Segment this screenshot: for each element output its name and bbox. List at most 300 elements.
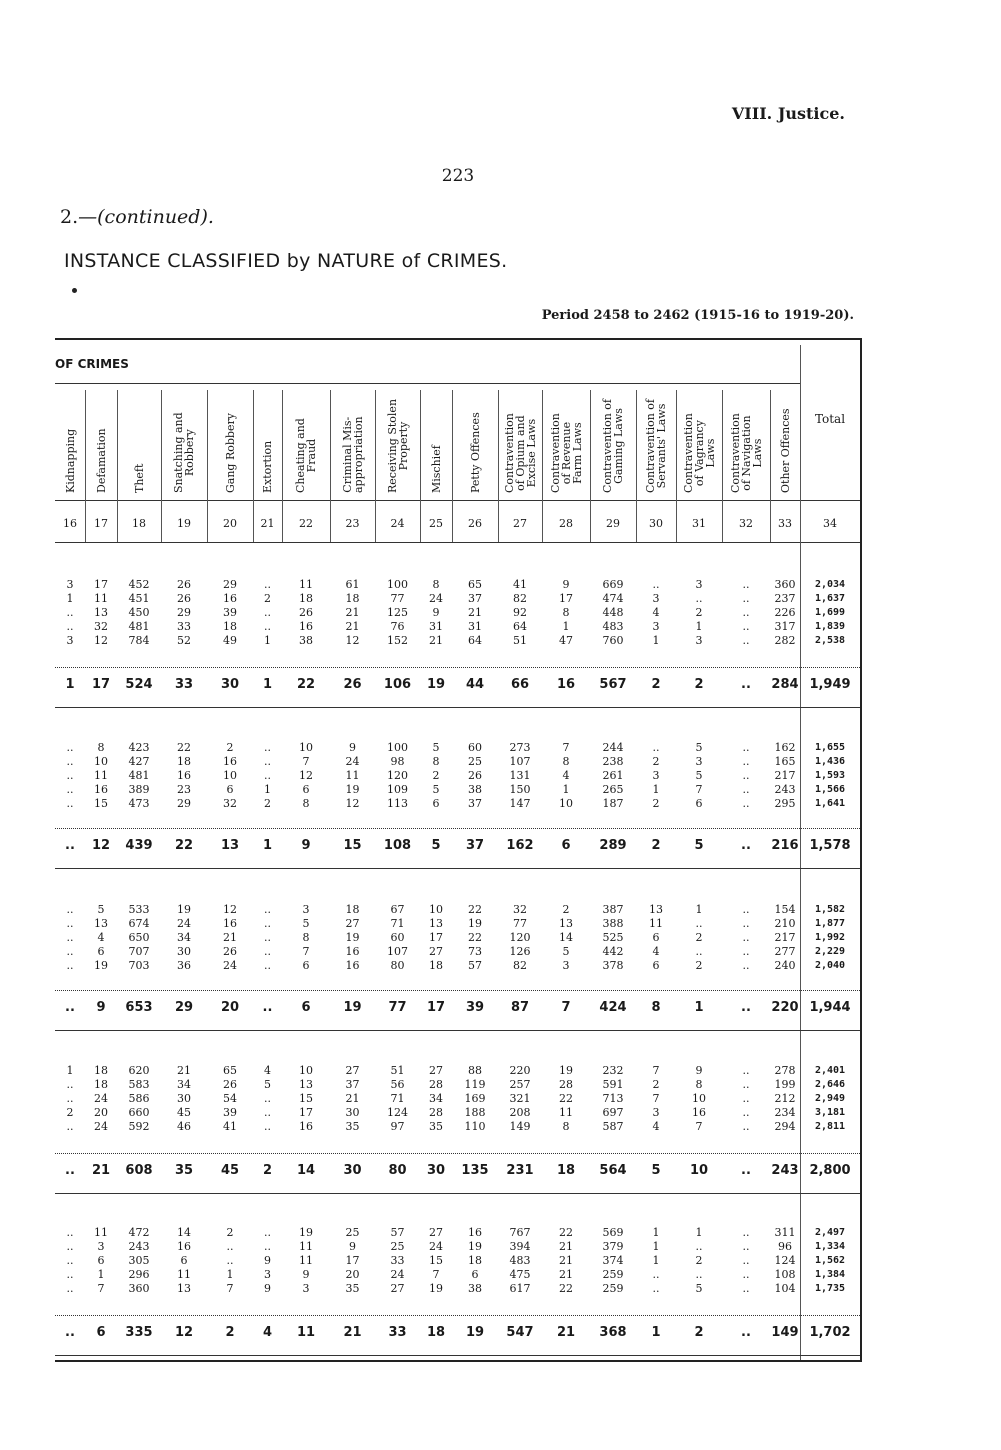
table-cell: 32: [94, 620, 108, 633]
table-cell: 18: [223, 620, 237, 633]
table-cell: 4: [652, 945, 660, 958]
table-cell: 65: [468, 578, 482, 591]
table-cell: 107: [509, 755, 531, 768]
table-cell: 10: [299, 741, 313, 754]
column-header-rotated: [431, 445, 442, 493]
average-cell: ..: [741, 677, 751, 692]
column-header: [542, 393, 590, 497]
table-cell: 19: [559, 1064, 573, 1077]
table-cell: 5: [264, 1078, 271, 1091]
table-cell: 26: [223, 945, 237, 958]
column-header: [161, 393, 207, 497]
table-cell: 96: [778, 1240, 792, 1253]
column-header-rotated: [65, 429, 76, 493]
table-cell: 10: [429, 903, 443, 916]
table-cell: 533: [128, 903, 150, 916]
table-cell: 1,699: [814, 607, 846, 618]
average-cell: 2: [225, 1325, 235, 1340]
table-cell: 3: [652, 1106, 660, 1119]
table-cell: ..: [66, 945, 74, 958]
table-cell: 60: [390, 931, 405, 944]
table-cell: 2: [652, 797, 660, 810]
column-header: [282, 393, 330, 497]
table-cell: 3,181: [814, 1107, 846, 1118]
table-cell: 10: [559, 797, 573, 810]
table-cell: 98: [390, 755, 405, 768]
table-cell: 8: [432, 578, 440, 591]
table-cell: 120: [509, 931, 531, 944]
table-cell: 11: [299, 1254, 313, 1267]
group-label: OF CRIMES: [55, 357, 129, 371]
period-label: Period 2458 to 2462 (1915-16 to 1919-20).: [541, 308, 854, 323]
average-cell: 149: [771, 1325, 799, 1340]
table-cell: 19: [177, 903, 191, 916]
table-cell: 22: [559, 1092, 573, 1105]
table-cell: ..: [742, 620, 750, 633]
table-cell: 17: [299, 1106, 313, 1119]
column-header-label: of Opium and: [513, 415, 527, 491]
table-cell: 2: [226, 1226, 234, 1239]
column-header-label: Snatching and: [172, 412, 185, 493]
average-cell: 14: [296, 1163, 316, 1178]
table-cell: 51: [390, 1064, 405, 1077]
table-cell: 10: [692, 1092, 706, 1105]
table-cell: 47: [559, 634, 573, 647]
column-number: 23: [345, 517, 360, 530]
table-cell: 77: [390, 592, 405, 605]
table-cell: 60: [468, 741, 482, 754]
table-cell: 8: [695, 1078, 703, 1091]
table-cell: 76: [390, 620, 405, 633]
column-header: [375, 393, 420, 497]
table-cell: 3: [66, 634, 74, 647]
average-cell: 5: [651, 1163, 661, 1178]
table-cell: 6: [432, 797, 440, 810]
table-cell: 3: [66, 578, 74, 591]
average-cell: 8: [651, 1000, 661, 1015]
column-header-label: Cheating and: [294, 418, 307, 493]
average-cell: 439: [125, 838, 153, 853]
table-cell: ..: [742, 917, 750, 930]
column-header: [498, 393, 542, 497]
table-cell: 259: [602, 1268, 624, 1281]
table-cell: 25: [468, 755, 482, 768]
table-cell: 34: [177, 1078, 191, 1091]
table-cell: 11: [177, 1268, 191, 1281]
table-cell: 278: [774, 1064, 796, 1077]
average-cell: 21: [343, 1325, 362, 1340]
table-cell: 18: [468, 1254, 482, 1267]
table-cell: ..: [66, 959, 74, 972]
average-cell: 30: [220, 677, 240, 692]
table-cell: 1,436: [814, 756, 846, 767]
table-cell: 3: [302, 903, 310, 916]
average-cell: 108: [383, 838, 412, 853]
table-cell: 162: [774, 741, 796, 754]
table-cell: 11: [559, 1106, 573, 1119]
table-cell: 21: [345, 1092, 360, 1105]
table-cell: 8: [562, 606, 570, 619]
table-cell: 25: [390, 1240, 405, 1253]
table-cell: ..: [742, 1226, 750, 1239]
table-cell: ..: [264, 945, 271, 958]
table-cell: 2: [432, 769, 440, 782]
column-header-rotated: [470, 412, 481, 493]
bullet-mark: [72, 288, 77, 293]
table-cell: 126: [509, 945, 531, 958]
table-cell: 374: [602, 1254, 624, 1267]
column-number: 34: [823, 517, 837, 530]
table-cell: 1,593: [814, 770, 846, 781]
table-cell: ..: [742, 1254, 750, 1267]
table-cell: 1: [264, 783, 271, 796]
table-cell: 6: [302, 783, 310, 796]
table-cell: 2,538: [814, 635, 846, 646]
table-cell: 26: [299, 606, 313, 619]
column-header-label: Laws: [703, 438, 717, 468]
table-cell: 2: [695, 1254, 703, 1267]
table-cell: ..: [66, 1268, 74, 1281]
table-cell: 22: [468, 931, 482, 944]
average-cell: 1: [694, 1000, 704, 1015]
table-cell: ..: [695, 917, 703, 930]
table-cell: ..: [742, 578, 750, 591]
table-cell: 232: [602, 1064, 624, 1077]
table-cell: ..: [742, 1268, 750, 1281]
table-cell: 5: [97, 903, 105, 916]
table-cell: 124: [774, 1254, 796, 1267]
average-cell: ..: [65, 838, 75, 853]
table-cell: 3: [264, 1268, 271, 1281]
column-header-rotated: [295, 418, 317, 493]
table-cell: 296: [128, 1268, 150, 1281]
table-cell: 591: [602, 1078, 624, 1091]
table-cell: 3: [695, 755, 703, 768]
table-cell: 238: [602, 755, 624, 768]
table-heading: INSTANCE CLASSIFIED by NATURE of CRIMES.: [64, 250, 508, 272]
column-header-rotated: [645, 399, 667, 493]
table-cell: 80: [390, 959, 405, 972]
table-cell: 109: [387, 783, 408, 796]
table-cell: 57: [468, 959, 482, 972]
table-cell: 25: [345, 1226, 360, 1239]
table-cell: 64: [468, 634, 482, 647]
table-cell: 5: [695, 741, 703, 754]
table-cell: 26: [223, 1078, 237, 1091]
table-cell: 360: [774, 578, 796, 591]
table-cell: ..: [264, 606, 271, 619]
column-header-label: Excise Laws: [524, 418, 538, 488]
column-number: 20: [223, 517, 237, 530]
table-cell: 9: [264, 1254, 271, 1267]
table-cell: 6: [652, 931, 660, 944]
table-cell: 388: [602, 917, 624, 930]
column-number: 33: [778, 517, 792, 530]
table-cell: 3: [652, 592, 660, 605]
block-separator: [55, 1315, 860, 1316]
table-cell: 2: [652, 755, 660, 768]
table-cell: 26: [177, 592, 191, 605]
table-number-suffix: —(continued).: [78, 206, 214, 228]
table-cell: 9: [349, 741, 356, 754]
average-cell: ..: [741, 1163, 751, 1178]
table-cell: 784: [128, 634, 150, 647]
table-cell: 19: [468, 1240, 482, 1253]
table-cell: 703: [128, 959, 150, 972]
table-cell: 1: [562, 783, 570, 796]
table-cell: 41: [513, 578, 527, 591]
table-cell: 16: [299, 1120, 313, 1133]
average-cell: 1,949: [809, 677, 851, 692]
average-cell: 289: [599, 838, 627, 853]
table-cell: 569: [602, 1226, 624, 1239]
table-cell: 3: [652, 769, 660, 782]
table-cell: 16: [468, 1226, 482, 1239]
table-cell: ..: [264, 1120, 271, 1133]
table-cell: 259: [602, 1282, 624, 1295]
average-cell: ..: [65, 1325, 75, 1340]
table-cell: 234: [774, 1106, 796, 1119]
average-cell: 33: [388, 1325, 407, 1340]
table-cell: 9: [562, 578, 570, 591]
table-cell: 6: [471, 1268, 479, 1281]
table-cell: 22: [468, 903, 482, 916]
column-header-label: Servants' Laws: [655, 403, 668, 489]
table-cell: 4: [652, 606, 660, 619]
table-cell: 5: [432, 741, 440, 754]
column-header-label: Receiving Stolen: [385, 398, 399, 493]
column-header-rotated: [96, 428, 107, 493]
average-cell: 16: [556, 677, 576, 692]
table-cell: 1: [652, 783, 660, 796]
table-cell: 54: [223, 1092, 237, 1105]
table-cell: 5: [302, 917, 310, 930]
table-cell: ..: [264, 741, 271, 754]
table-cell: 257: [509, 1078, 531, 1091]
table-cell: 7: [652, 1092, 660, 1105]
column-number: 27: [513, 517, 527, 530]
table-cell: ..: [264, 1106, 271, 1119]
average-cell: 22: [296, 677, 316, 692]
average-cell: 2: [694, 677, 704, 692]
table-cell: 38: [299, 634, 313, 647]
table-cell: 147: [509, 797, 531, 810]
table-cell: 1: [562, 620, 570, 633]
column-header: [722, 393, 770, 497]
table-cell: 243: [774, 783, 796, 796]
table-cell: 423: [128, 741, 150, 754]
table-cell: ..: [66, 797, 74, 810]
table-cell: 27: [429, 1064, 443, 1077]
average-cell: 1,578: [809, 838, 851, 853]
table-cell: 31: [468, 620, 482, 633]
table-cell: 21: [345, 606, 360, 619]
table-cell: 16: [177, 769, 191, 782]
table-cell: 110: [464, 1120, 486, 1133]
average-cell: 335: [125, 1325, 153, 1340]
average-cell: 87: [510, 1000, 530, 1015]
table-cell: 27: [345, 917, 360, 930]
table-cell: 18: [345, 592, 360, 605]
average-cell: ..: [65, 1000, 75, 1015]
table-cell: 35: [429, 1120, 443, 1133]
average-cell: 1: [651, 1325, 661, 1340]
average-cell: 216: [771, 838, 799, 853]
column-header: [636, 393, 676, 497]
average-cell: 564: [599, 1163, 627, 1178]
table-cell: 64: [513, 620, 527, 633]
table-cell: 38: [468, 1282, 482, 1295]
table-cell: 4: [652, 1120, 660, 1133]
table-cell: 21: [223, 931, 237, 944]
table-cell: 220: [509, 1064, 531, 1077]
table-cell: 29: [223, 578, 237, 591]
table-cell: ..: [66, 620, 74, 633]
table-cell: 583: [128, 1078, 150, 1091]
table-cell: 13: [649, 903, 663, 916]
table-cell: 30: [345, 1106, 360, 1119]
table-cell: 28: [429, 1106, 443, 1119]
table-cell: 77: [513, 917, 527, 930]
table-cell: ..: [66, 755, 74, 768]
column-header-label: appropriation: [351, 416, 365, 493]
average-cell: 45: [220, 1163, 240, 1178]
table-cell: 30: [177, 945, 191, 958]
table-cell: 525: [602, 931, 624, 944]
table-cell: 61: [345, 578, 360, 591]
column-number: 16: [63, 517, 77, 530]
average-cell: 12: [91, 838, 111, 853]
table-cell: 16: [345, 959, 360, 972]
average-cell: 13: [220, 838, 240, 853]
average-cell: ..: [741, 838, 751, 853]
average-cell: 39: [465, 1000, 485, 1015]
table-cell: 452: [128, 578, 150, 591]
average-cell: 44: [465, 677, 485, 692]
table-cell: 124: [387, 1106, 408, 1119]
table-cell: 24: [177, 917, 191, 930]
table-cell: 7: [226, 1282, 234, 1295]
table-cell: 3: [695, 634, 703, 647]
table-cell: 6: [180, 1254, 188, 1267]
table-cell: 15: [94, 797, 108, 810]
table-cell: 481: [128, 769, 150, 782]
table-cell: 30: [177, 1092, 191, 1105]
table-cell: 24: [94, 1092, 108, 1105]
table-cell: 14: [559, 931, 573, 944]
average-cell: 66: [510, 677, 530, 692]
table-cell: 2: [66, 1106, 74, 1119]
table-cell: ..: [742, 592, 750, 605]
average-cell: 2: [694, 1325, 704, 1340]
table-cell: 2,040: [814, 960, 846, 971]
table-cell: 24: [223, 959, 237, 972]
column-number: 25: [429, 517, 443, 530]
table-cell: ..: [66, 917, 74, 930]
column-header-label: Extortion: [261, 440, 274, 493]
table-cell: 7: [432, 1268, 440, 1281]
table-cell: ..: [264, 903, 271, 916]
table-cell: 305: [128, 1254, 150, 1267]
average-cell: 21: [556, 1325, 576, 1340]
table-cell: 12: [345, 797, 360, 810]
table-cell: 52: [177, 634, 191, 647]
table-cell: 295: [774, 797, 796, 810]
average-cell: 12: [174, 1325, 194, 1340]
average-cell: 7: [561, 1000, 571, 1015]
average-cell: 653: [125, 1000, 153, 1015]
table-cell: 650: [128, 931, 150, 944]
column-header-total: [800, 412, 860, 426]
header-rule: [55, 500, 860, 501]
table-cell: 1: [66, 1064, 74, 1077]
column-number: 24: [390, 517, 405, 530]
block-separator: [55, 1193, 860, 1194]
table-cell: 481: [128, 620, 150, 633]
table-cell: 2: [226, 741, 234, 754]
table-cell: 1,637: [814, 593, 846, 604]
average-cell: 2: [651, 838, 661, 853]
table-cell: 5: [562, 945, 570, 958]
table-cell: 6: [226, 783, 234, 796]
table-cell: ..: [66, 1226, 74, 1239]
table-cell: 21: [345, 620, 360, 633]
table-cell: ..: [264, 1240, 271, 1253]
table-cell: 1,735: [814, 1283, 846, 1294]
table-cell: 1,582: [814, 904, 846, 915]
table-cell: 35: [345, 1282, 360, 1295]
table-cell: 24: [429, 592, 443, 605]
table-cell: 483: [602, 620, 624, 633]
table-cell: 51: [513, 634, 527, 647]
table-cell: 451: [128, 592, 150, 605]
average-cell: 368: [599, 1325, 627, 1340]
table-cell: 3: [302, 1282, 310, 1295]
table-cell: 11: [345, 769, 360, 782]
table-cell: 11: [94, 1226, 108, 1239]
average-cell: 9: [301, 838, 311, 853]
table-cell: 1: [652, 1254, 660, 1267]
table-cell: 16: [692, 1106, 706, 1119]
table-cell: 18: [429, 959, 443, 972]
block-separator: [55, 1153, 860, 1154]
table-cell: 660: [128, 1106, 150, 1119]
average-cell: 5: [431, 838, 441, 853]
table-cell: 1: [695, 1226, 703, 1239]
table-cell: 237: [774, 592, 796, 605]
table-cell: 311: [774, 1226, 796, 1239]
table-cell: 24: [345, 755, 360, 768]
table-cell: 16: [177, 1240, 191, 1253]
table-cell: 7: [562, 741, 570, 754]
table-cell: 18: [177, 755, 191, 768]
table-cell: 6: [97, 1254, 105, 1267]
average-cell: 220: [771, 1000, 799, 1015]
table-cell: ..: [264, 1226, 271, 1239]
table-cell: 4: [264, 1064, 271, 1077]
table-cell: 34: [177, 931, 191, 944]
table-cell: ..: [695, 945, 703, 958]
table-cell: 208: [509, 1106, 531, 1119]
column-number: 18: [132, 517, 146, 530]
table-cell: ..: [652, 741, 660, 754]
table-cell: 294: [774, 1120, 796, 1133]
table-cell: 12: [94, 634, 108, 647]
average-cell: 106: [383, 677, 412, 692]
table-cell: 32: [223, 797, 237, 810]
block-separator: [55, 1355, 860, 1356]
table-cell: ..: [652, 1268, 660, 1281]
